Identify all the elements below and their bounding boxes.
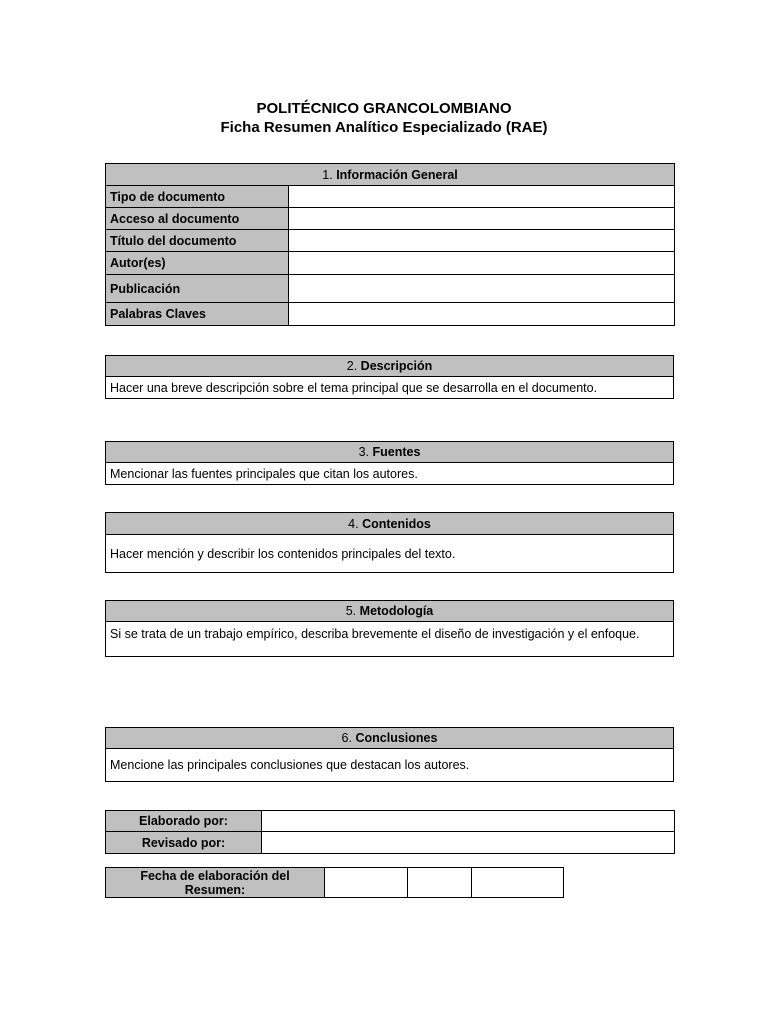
elaborado-field[interactable] xyxy=(262,811,675,832)
section-title: Conclusiones xyxy=(355,731,438,745)
description-text[interactable]: Hacer una breve descripción sobre el tema principal que se desarrolla en el documento. xyxy=(106,377,674,399)
section-number: 1. xyxy=(322,167,333,182)
description-table xyxy=(105,355,674,399)
elaborado-label: Elaborado por: xyxy=(106,811,262,832)
section-number: 2. xyxy=(346,359,358,373)
field-label-publicacion: Publicación xyxy=(106,275,289,303)
section-header xyxy=(106,442,674,463)
section-title: Metodología xyxy=(359,604,434,618)
conclusions-table xyxy=(105,727,674,782)
field-value-publicacion[interactable] xyxy=(289,275,675,303)
conclusions-text[interactable]: Mencione las principales conclusiones que destacan los autores. xyxy=(106,749,674,782)
field-label-titulo: Título del documento xyxy=(106,230,289,252)
contents-table xyxy=(105,512,674,573)
sources-text[interactable]: Mencionar las fuentes principales que citan los autores. xyxy=(106,463,674,485)
date-table xyxy=(105,867,564,898)
field-label-palabras: Palabras Claves xyxy=(106,303,289,326)
section-number: 4. xyxy=(348,516,359,531)
section-header xyxy=(106,513,674,535)
field-value-acceso[interactable] xyxy=(289,208,675,230)
revisado-label: Revisado por: xyxy=(106,832,262,854)
section-number: 5. xyxy=(345,604,357,618)
revisado-field[interactable] xyxy=(262,832,675,854)
section-title: Descripción xyxy=(360,359,433,373)
section-header xyxy=(106,164,675,186)
section-title: Contenidos xyxy=(362,516,431,531)
field-value-palabras[interactable] xyxy=(289,303,675,326)
form-title: Ficha Resumen Analítico Especializado (RAE) xyxy=(220,119,548,136)
field-label-tipo: Tipo de documento xyxy=(106,186,289,208)
date-year-field[interactable] xyxy=(472,868,564,898)
signoff-table xyxy=(105,810,675,854)
section-number: 3. xyxy=(358,445,369,459)
field-value-tipo[interactable] xyxy=(289,186,675,208)
date-day-field[interactable] xyxy=(325,868,408,898)
section-title: Información General xyxy=(336,167,458,182)
institution-title: POLITÉCNICO GRANCOLOMBIANO xyxy=(256,100,512,117)
field-label-autores: Autor(es) xyxy=(106,252,289,275)
date-month-field[interactable] xyxy=(408,868,472,898)
section-number: 6. xyxy=(341,731,352,745)
section-header xyxy=(106,356,674,377)
field-label-acceso: Acceso al documento xyxy=(106,208,289,230)
section-header xyxy=(106,601,674,622)
methodology-table xyxy=(105,600,674,657)
date-label: Fecha de elaboración del Resumen: xyxy=(106,868,325,898)
section-title: Fuentes xyxy=(372,445,421,459)
section-header xyxy=(106,728,674,749)
contents-text[interactable]: Hacer mención y describir los contenidos principales del texto. xyxy=(106,535,674,573)
sources-table xyxy=(105,441,674,485)
field-value-titulo[interactable] xyxy=(289,230,675,252)
methodology-text[interactable]: Si se trata de un trabajo empírico, describa brevemente el diseño de investigación y el enfoque. xyxy=(106,622,674,657)
field-value-autores[interactable] xyxy=(289,252,675,275)
general-info-table xyxy=(105,163,675,326)
